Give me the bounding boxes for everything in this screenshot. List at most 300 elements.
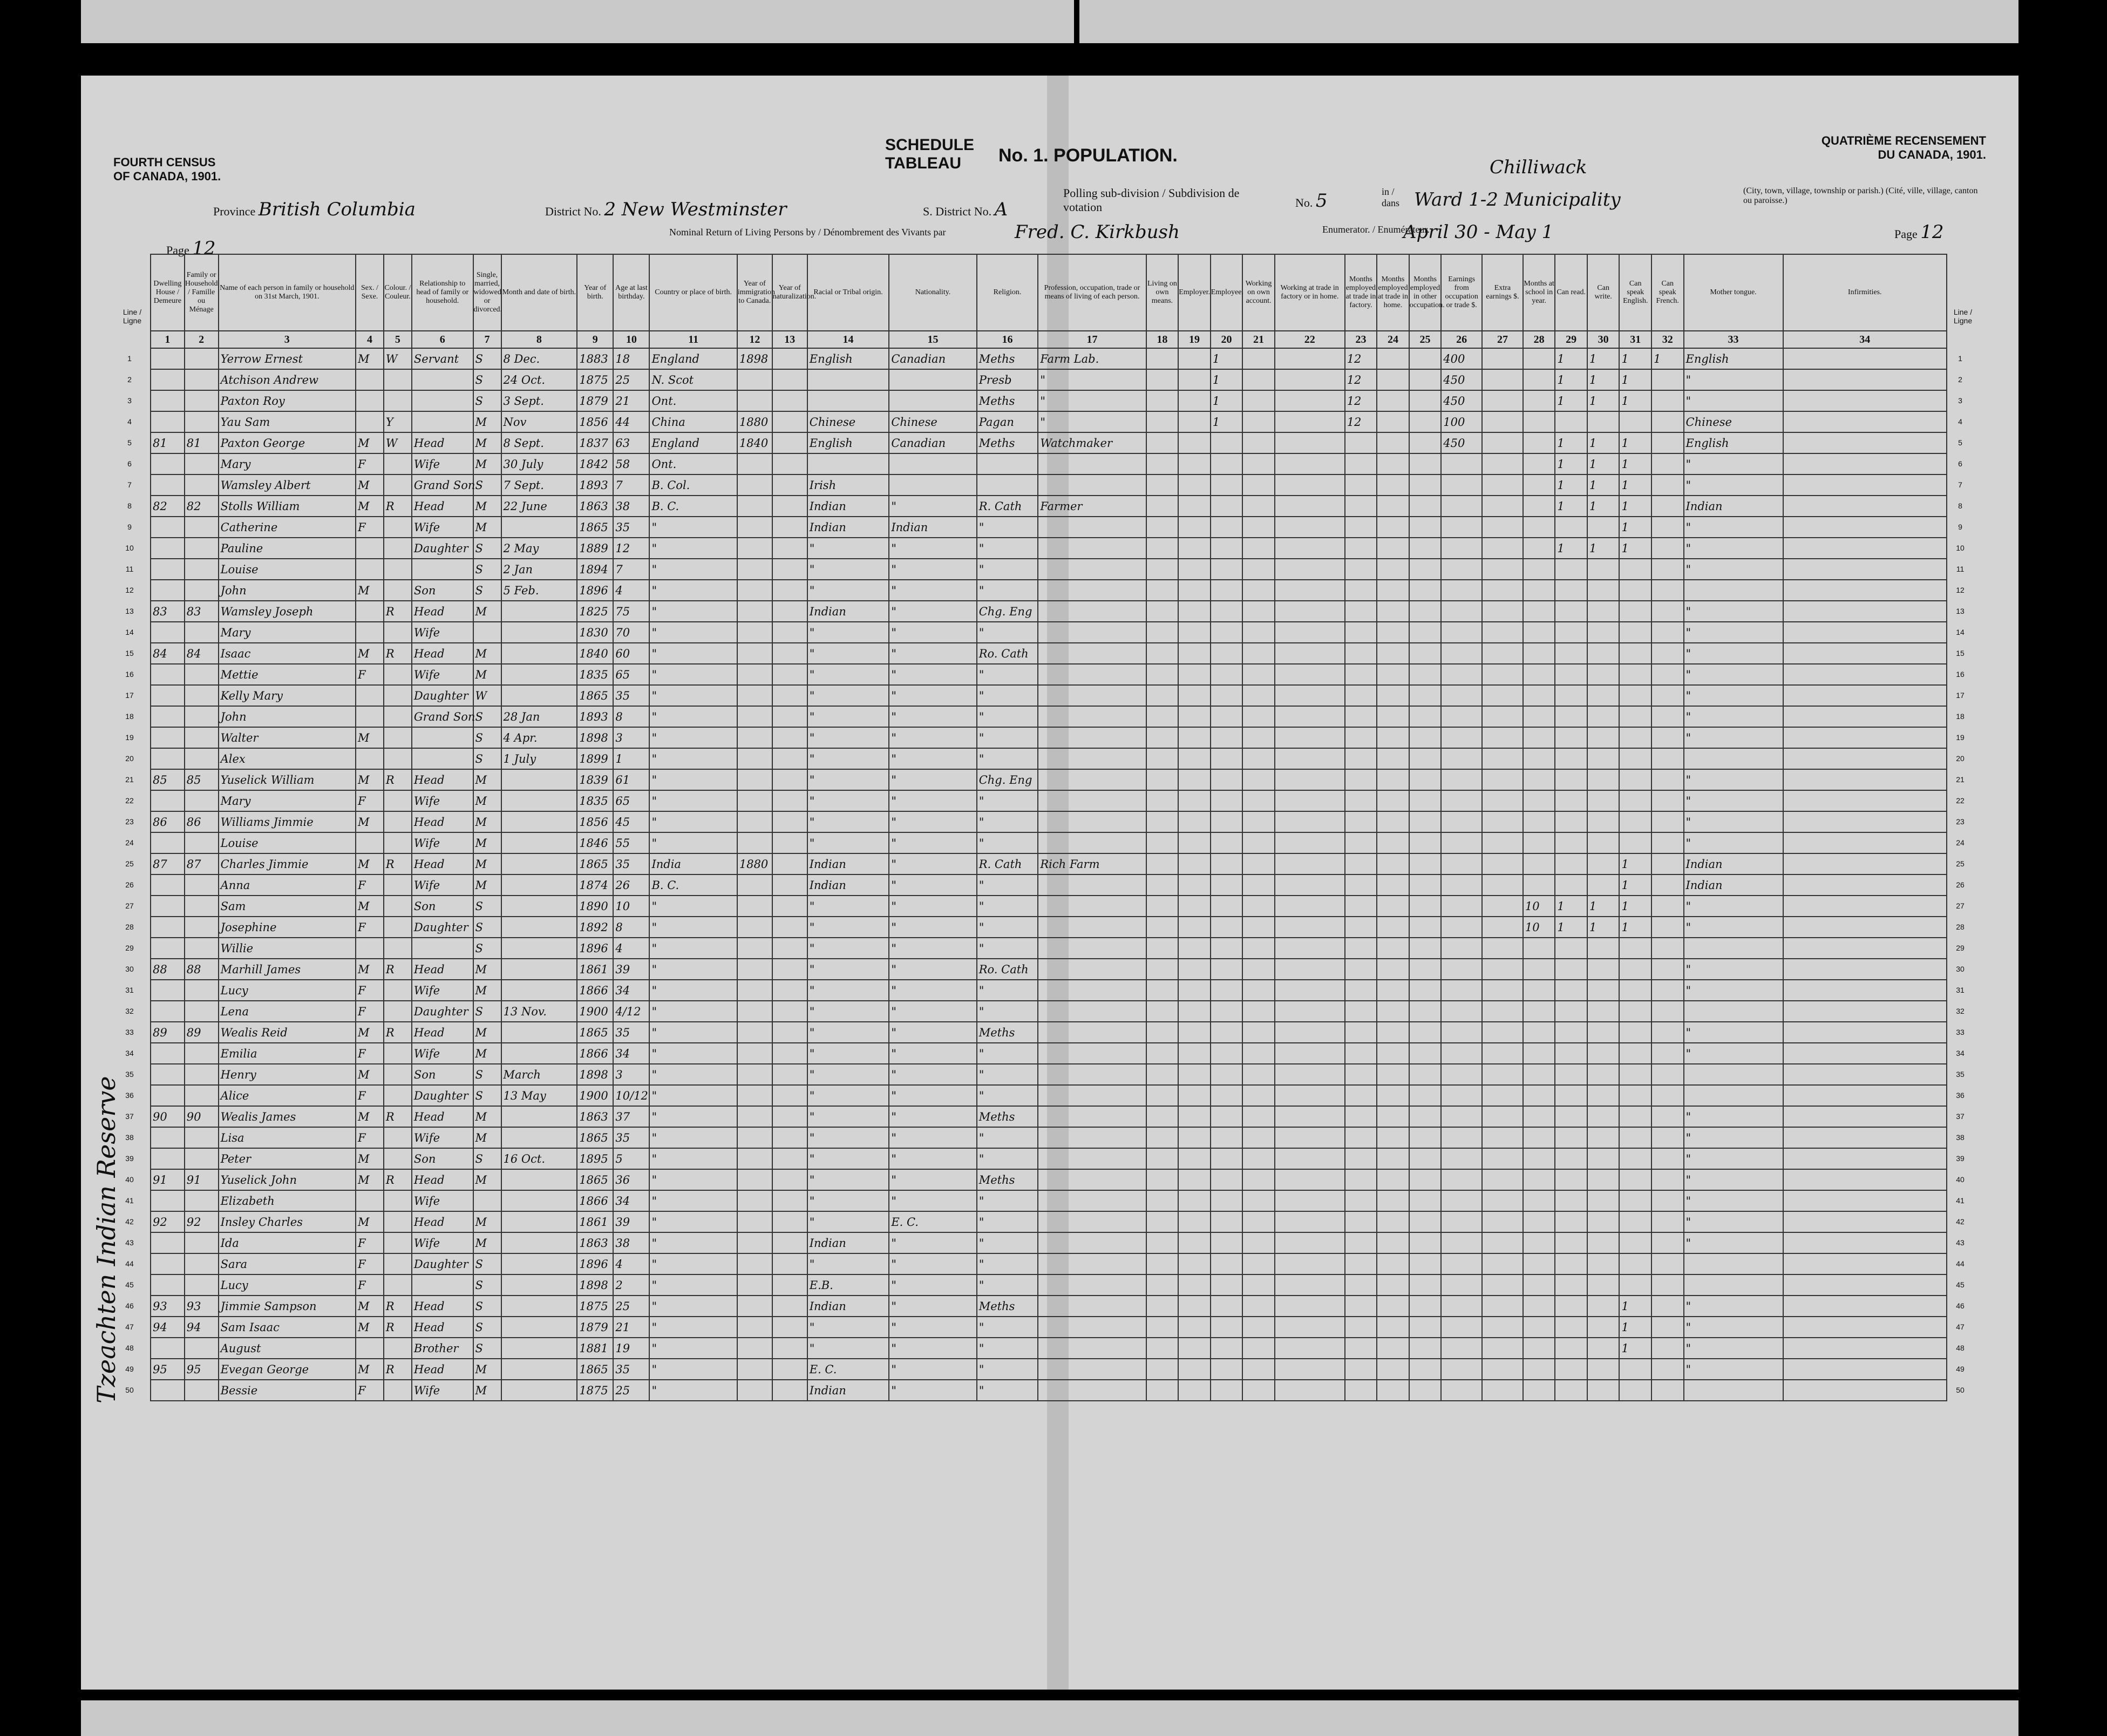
- birth-year-cell: 1875: [577, 1380, 613, 1401]
- place-value: Chilliwack: [1490, 157, 1587, 178]
- col-5-header: Colour. / Couleur.: [384, 254, 412, 331]
- months-home-cell: [1377, 369, 1409, 390]
- months-other-cell: [1409, 874, 1442, 896]
- employer-cell: [1178, 917, 1211, 938]
- immigration-year-cell: [737, 538, 772, 559]
- own-means-cell: [1146, 496, 1179, 517]
- months-school-cell: [1523, 1106, 1555, 1127]
- naturalization-year-cell: [772, 1211, 807, 1232]
- age-cell: 21: [613, 390, 649, 411]
- racial-origin-cell: ": [807, 1106, 889, 1127]
- months-school-cell: [1523, 1148, 1555, 1169]
- racial-origin-cell: English: [807, 348, 889, 369]
- line-number: 42: [125, 1217, 134, 1226]
- own-account-cell: [1242, 959, 1275, 980]
- col-number: 31: [1619, 331, 1651, 348]
- can-read-cell: [1555, 790, 1587, 811]
- months-school-cell: [1523, 517, 1555, 538]
- colour-cell: R: [384, 601, 412, 622]
- person-name-cell: Sam Isaac: [219, 1317, 356, 1338]
- own-account-cell: [1242, 453, 1275, 474]
- relationship-cell: Head: [412, 1169, 473, 1190]
- speaks-french-cell: [1651, 832, 1684, 853]
- colour-cell: [384, 727, 412, 748]
- nationality-cell: ": [889, 1338, 976, 1359]
- mother-tongue-cell: ": [1684, 896, 1783, 917]
- religion-cell: ": [977, 559, 1038, 580]
- months-school-cell: [1523, 874, 1555, 896]
- naturalization-year-cell: [772, 727, 807, 748]
- can-read-cell: [1555, 1232, 1587, 1253]
- col-number: 17: [1038, 331, 1146, 348]
- col-7-header: Single, married, widowed or divorced.: [473, 254, 501, 331]
- months-school-cell: [1523, 538, 1555, 559]
- dwelling-no-cell: [151, 1338, 185, 1359]
- birth-date-cell: [501, 853, 577, 874]
- marital-status-cell: M: [473, 432, 501, 453]
- age-cell: 37: [613, 1106, 649, 1127]
- immigration-year-cell: [737, 1169, 772, 1190]
- religion-cell: ": [977, 917, 1038, 938]
- person-name-cell: Lucy: [219, 980, 356, 1001]
- occupation-cell: [1038, 896, 1146, 917]
- religion-cell: Meths: [977, 1022, 1038, 1043]
- col-28-header: Months at school in year.: [1523, 254, 1555, 331]
- can-write-cell: [1587, 1190, 1620, 1211]
- religion-cell: ": [977, 1380, 1038, 1401]
- birth-year-cell: 1825: [577, 601, 613, 622]
- months-other-cell: [1409, 390, 1442, 411]
- employee-cell: [1211, 727, 1243, 748]
- earnings-cell: [1441, 896, 1482, 917]
- racial-origin-cell: ": [807, 706, 889, 727]
- racial-origin-cell: ": [807, 580, 889, 601]
- age-cell: 26: [613, 874, 649, 896]
- birth-date-cell: [501, 896, 577, 917]
- religion-cell: ": [977, 832, 1038, 853]
- months-school-cell: [1523, 390, 1555, 411]
- can-write-cell: 1: [1587, 896, 1620, 917]
- extra-earnings-cell: [1482, 748, 1523, 769]
- line-number: 31: [125, 986, 134, 994]
- racial-origin-cell: ": [807, 1338, 889, 1359]
- table-row: [151, 664, 1947, 685]
- infirmities-cell: [1783, 474, 1947, 496]
- marital-status-cell: M: [473, 980, 501, 1001]
- mother-tongue-cell: ": [1684, 664, 1783, 685]
- marital-status-cell: S: [473, 1338, 501, 1359]
- dwelling-no-cell: [151, 917, 185, 938]
- table-row: [151, 1043, 1947, 1064]
- extra-earnings-cell: [1482, 664, 1523, 685]
- line-column-label: Line / Ligne: [1953, 308, 1973, 325]
- trade-work-cell: [1275, 474, 1345, 496]
- speaks-english-cell: 1: [1619, 874, 1651, 896]
- dwelling-no-cell: [151, 874, 185, 896]
- colour-cell: [384, 664, 412, 685]
- own-means-cell: [1146, 917, 1179, 938]
- dwelling-no-cell: [151, 706, 185, 727]
- religion-cell: R. Cath: [977, 496, 1038, 517]
- months-factory-cell: [1345, 1338, 1377, 1359]
- immigration-year-cell: [737, 496, 772, 517]
- trade-work-cell: [1275, 601, 1345, 622]
- speaks-french-cell: [1651, 769, 1684, 790]
- dwelling-no-cell: 88: [151, 959, 185, 980]
- birth-year-cell: 1865: [577, 517, 613, 538]
- own-account-cell: [1242, 496, 1275, 517]
- family-no-cell: 83: [185, 601, 219, 622]
- infirmities-cell: [1783, 517, 1947, 538]
- speaks-french-cell: [1651, 1359, 1684, 1380]
- marital-status-cell: M: [473, 411, 501, 432]
- months-other-cell: [1409, 348, 1442, 369]
- mother-tongue-cell: ": [1684, 959, 1783, 980]
- months-other-cell: [1409, 580, 1442, 601]
- speaks-english-cell: 1: [1619, 348, 1651, 369]
- province-value: British Columbia: [258, 199, 416, 220]
- sex-cell: M: [356, 432, 384, 453]
- speaks-english-cell: [1619, 1127, 1651, 1148]
- table-row: [151, 1211, 1947, 1232]
- occupation-cell: [1038, 832, 1146, 853]
- can-write-cell: [1587, 559, 1620, 580]
- months-factory-cell: [1345, 790, 1377, 811]
- religion-cell: ": [977, 1359, 1038, 1380]
- marital-status-cell: S: [473, 1296, 501, 1317]
- col-number: 18: [1146, 331, 1179, 348]
- months-other-cell: [1409, 1190, 1442, 1211]
- earnings-cell: 400: [1441, 348, 1482, 369]
- can-write-cell: [1587, 853, 1620, 874]
- religion-cell: ": [977, 1274, 1038, 1296]
- religion-cell: Ro. Cath: [977, 643, 1038, 664]
- colour-cell: [384, 811, 412, 832]
- months-home-cell: [1377, 832, 1409, 853]
- employee-cell: [1211, 1359, 1243, 1380]
- birth-date-cell: [501, 959, 577, 980]
- can-write-cell: [1587, 832, 1620, 853]
- extra-earnings-cell: [1482, 601, 1523, 622]
- colour-cell: W: [384, 432, 412, 453]
- months-school-cell: [1523, 685, 1555, 706]
- speaks-english-cell: 1: [1619, 1338, 1651, 1359]
- sex-cell: F: [356, 1127, 384, 1148]
- naturalization-year-cell: [772, 559, 807, 580]
- age-cell: 38: [613, 496, 649, 517]
- colour-cell: [384, 1380, 412, 1401]
- can-read-cell: 1: [1555, 474, 1587, 496]
- extra-earnings-cell: [1482, 769, 1523, 790]
- table-row: [151, 853, 1947, 874]
- immigration-year-cell: [737, 938, 772, 959]
- sex-cell: M: [356, 727, 384, 748]
- own-account-cell: [1242, 896, 1275, 917]
- occupation-cell: [1038, 727, 1146, 748]
- person-name-cell: Walter: [219, 727, 356, 748]
- racial-origin-cell: Indian: [807, 1380, 889, 1401]
- line-number: 6: [1958, 459, 1962, 468]
- line-number: 29: [1956, 944, 1965, 952]
- dwelling-no-cell: 92: [151, 1211, 185, 1232]
- employer-cell: [1178, 853, 1211, 874]
- months-other-cell: [1409, 664, 1442, 685]
- infirmities-cell: [1783, 1338, 1947, 1359]
- naturalization-year-cell: [772, 517, 807, 538]
- months-other-cell: [1409, 1127, 1442, 1148]
- family-no-cell: 89: [185, 1022, 219, 1043]
- mother-tongue-cell: Indian: [1684, 853, 1783, 874]
- racial-origin-cell: Chinese: [807, 411, 889, 432]
- months-home-cell: [1377, 1190, 1409, 1211]
- religion-cell: ": [977, 874, 1038, 896]
- religion-cell: ": [977, 896, 1038, 917]
- infirmities-cell: [1783, 706, 1947, 727]
- can-write-cell: 1: [1587, 390, 1620, 411]
- speaks-english-cell: [1619, 1380, 1651, 1401]
- speaks-french-cell: [1651, 959, 1684, 980]
- racial-origin-cell: ": [807, 685, 889, 706]
- employer-cell: [1178, 1338, 1211, 1359]
- colour-cell: [384, 917, 412, 938]
- nationality-cell: ": [889, 664, 976, 685]
- speaks-french-cell: [1651, 1274, 1684, 1296]
- dwelling-no-cell: [151, 1190, 185, 1211]
- birth-date-cell: 30 July: [501, 453, 577, 474]
- birthplace-cell: ": [649, 769, 737, 790]
- dwelling-no-cell: [151, 980, 185, 1001]
- months-other-cell: [1409, 517, 1442, 538]
- line-number: 38: [125, 1133, 134, 1142]
- months-home-cell: [1377, 453, 1409, 474]
- speaks-english-cell: [1619, 643, 1651, 664]
- months-other-cell: [1409, 411, 1442, 432]
- months-home-cell: [1377, 1169, 1409, 1190]
- own-means-cell: [1146, 1359, 1179, 1380]
- nationality-cell: ": [889, 1043, 976, 1064]
- religion-cell: ": [977, 580, 1038, 601]
- birth-date-cell: [501, 917, 577, 938]
- infirmities-cell: [1783, 1169, 1947, 1190]
- colour-cell: [384, 980, 412, 1001]
- months-school-cell: [1523, 727, 1555, 748]
- occupation-cell: [1038, 1274, 1146, 1296]
- mother-tongue-cell: ": [1684, 790, 1783, 811]
- employer-cell: [1178, 1317, 1211, 1338]
- employer-cell: [1178, 896, 1211, 917]
- own-account-cell: [1242, 538, 1275, 559]
- speaks-english-cell: 1: [1619, 1296, 1651, 1317]
- months-home-cell: [1377, 811, 1409, 832]
- months-school-cell: 10: [1523, 917, 1555, 938]
- months-school-cell: [1523, 1001, 1555, 1022]
- birth-year-cell: 1889: [577, 538, 613, 559]
- racial-origin-cell: Indian: [807, 853, 889, 874]
- can-read-cell: [1555, 517, 1587, 538]
- trade-work-cell: [1275, 1359, 1345, 1380]
- own-account-cell: [1242, 601, 1275, 622]
- infirmities-cell: [1783, 348, 1947, 369]
- extra-earnings-cell: [1482, 1064, 1523, 1085]
- sex-cell: [356, 538, 384, 559]
- nationality-cell: ": [889, 1022, 976, 1043]
- table-row: [151, 1127, 1947, 1148]
- can-write-cell: [1587, 1296, 1620, 1317]
- infirmities-cell: [1783, 496, 1947, 517]
- own-account-cell: [1242, 1022, 1275, 1043]
- birth-date-cell: [501, 1232, 577, 1253]
- speaks-english-cell: [1619, 1232, 1651, 1253]
- speaks-french-cell: [1651, 1022, 1684, 1043]
- infirmities-cell: [1783, 938, 1947, 959]
- age-cell: 35: [613, 685, 649, 706]
- sex-cell: [356, 748, 384, 769]
- polling-label: Polling sub-division / Subdivision de votation: [1063, 186, 1240, 214]
- immigration-year-cell: [737, 1190, 772, 1211]
- age-cell: 4/12: [613, 1001, 649, 1022]
- occupation-cell: [1038, 580, 1146, 601]
- speaks-french-cell: [1651, 811, 1684, 832]
- employee-cell: [1211, 1043, 1243, 1064]
- extra-earnings-cell: [1482, 685, 1523, 706]
- birth-year-cell: 1865: [577, 853, 613, 874]
- trade-work-cell: [1275, 538, 1345, 559]
- months-school-cell: [1523, 1232, 1555, 1253]
- infirmities-cell: [1783, 1211, 1947, 1232]
- census-title-en: FOURTH CENSUS OF CANADA, 1901.: [113, 155, 221, 183]
- birth-date-cell: [501, 1169, 577, 1190]
- earnings-cell: [1441, 1190, 1482, 1211]
- own-means-cell: [1146, 1169, 1179, 1190]
- months-home-cell: [1377, 1106, 1409, 1127]
- occupation-cell: [1038, 1106, 1146, 1127]
- nationality-cell: [889, 474, 976, 496]
- occupation-cell: [1038, 1232, 1146, 1253]
- religion-cell: ": [977, 727, 1038, 748]
- trade-work-cell: [1275, 1190, 1345, 1211]
- line-number: 40: [1956, 1175, 1965, 1184]
- table-row: [151, 980, 1947, 1001]
- immigration-year-cell: [737, 1296, 772, 1317]
- earnings-cell: [1441, 769, 1482, 790]
- earnings-cell: [1441, 622, 1482, 643]
- months-other-cell: [1409, 1359, 1442, 1380]
- age-cell: 58: [613, 453, 649, 474]
- col-21-header: Working on own account.: [1242, 254, 1275, 331]
- person-name-cell: Mary: [219, 790, 356, 811]
- can-read-cell: [1555, 1253, 1587, 1274]
- line-number: 31: [1956, 986, 1965, 994]
- earnings-cell: 450: [1441, 390, 1482, 411]
- nationality-cell: ": [889, 580, 976, 601]
- trade-work-cell: [1275, 1043, 1345, 1064]
- earnings-cell: [1441, 811, 1482, 832]
- colour-cell: [384, 938, 412, 959]
- polling-no-value: 5: [1315, 190, 1328, 212]
- col-14-header: Racial or Tribal origin.: [807, 254, 889, 331]
- sex-cell: M: [356, 1296, 384, 1317]
- naturalization-year-cell: [772, 1085, 807, 1106]
- months-home-cell: [1377, 517, 1409, 538]
- age-cell: 8: [613, 917, 649, 938]
- birth-date-cell: [501, 1380, 577, 1401]
- family-no-cell: 94: [185, 1317, 219, 1338]
- employee-cell: [1211, 432, 1243, 453]
- family-no-cell: [185, 1338, 219, 1359]
- speaks-english-cell: [1619, 559, 1651, 580]
- naturalization-year-cell: [772, 917, 807, 938]
- naturalization-year-cell: [772, 1127, 807, 1148]
- person-name-cell: Bessie: [219, 1380, 356, 1401]
- employee-cell: [1211, 1274, 1243, 1296]
- col-number: 32: [1651, 331, 1684, 348]
- mother-tongue-cell: ": [1684, 390, 1783, 411]
- line-number: 12: [125, 586, 134, 594]
- months-other-cell: [1409, 896, 1442, 917]
- family-no-cell: [185, 622, 219, 643]
- employer-cell: [1178, 1296, 1211, 1317]
- nationality-cell: ": [889, 1001, 976, 1022]
- sex-cell: [356, 622, 384, 643]
- mother-tongue-cell: ": [1684, 1169, 1783, 1190]
- dwelling-no-cell: 87: [151, 853, 185, 874]
- months-other-cell: [1409, 853, 1442, 874]
- population-table: [150, 254, 1947, 1401]
- occupation-cell: ": [1038, 411, 1146, 432]
- own-account-cell: [1242, 917, 1275, 938]
- birth-year-cell: 1865: [577, 1359, 613, 1380]
- dwelling-no-cell: [151, 474, 185, 496]
- religion-cell: ": [977, 980, 1038, 1001]
- can-read-cell: 1: [1555, 369, 1587, 390]
- mother-tongue-cell: ": [1684, 980, 1783, 1001]
- employer-cell: [1178, 1211, 1211, 1232]
- months-school-cell: [1523, 790, 1555, 811]
- dwelling-no-cell: [151, 1043, 185, 1064]
- speaks-french-cell: [1651, 1190, 1684, 1211]
- nationality-cell: Canadian: [889, 432, 976, 453]
- speaks-english-cell: [1619, 748, 1651, 769]
- marital-status-cell: S: [473, 1253, 501, 1274]
- immigration-year-cell: [737, 1022, 772, 1043]
- mother-tongue-cell: ": [1684, 727, 1783, 748]
- nationality-cell: ": [889, 1232, 976, 1253]
- occupation-cell: [1038, 474, 1146, 496]
- months-school-cell: [1523, 348, 1555, 369]
- months-other-cell: [1409, 727, 1442, 748]
- earnings-cell: [1441, 1001, 1482, 1022]
- own-account-cell: [1242, 411, 1275, 432]
- own-means-cell: [1146, 832, 1179, 853]
- naturalization-year-cell: [772, 685, 807, 706]
- line-number: 47: [1956, 1323, 1965, 1331]
- immigration-year-cell: [737, 685, 772, 706]
- dwelling-no-cell: [151, 1085, 185, 1106]
- nationality-cell: ": [889, 1148, 976, 1169]
- line-number: 10: [1956, 544, 1965, 552]
- table-row: [151, 706, 1947, 727]
- racial-origin-cell: Indian: [807, 517, 889, 538]
- infirmities-cell: [1783, 453, 1947, 474]
- birthplace-cell: China: [649, 411, 737, 432]
- employer-cell: [1178, 1380, 1211, 1401]
- relationship-cell: Wife: [412, 1232, 473, 1253]
- nationality-cell: ": [889, 601, 976, 622]
- birthplace-cell: ": [649, 1380, 737, 1401]
- speaks-english-cell: [1619, 706, 1651, 727]
- immigration-year-cell: [737, 1338, 772, 1359]
- census-page: [81, 76, 2018, 1690]
